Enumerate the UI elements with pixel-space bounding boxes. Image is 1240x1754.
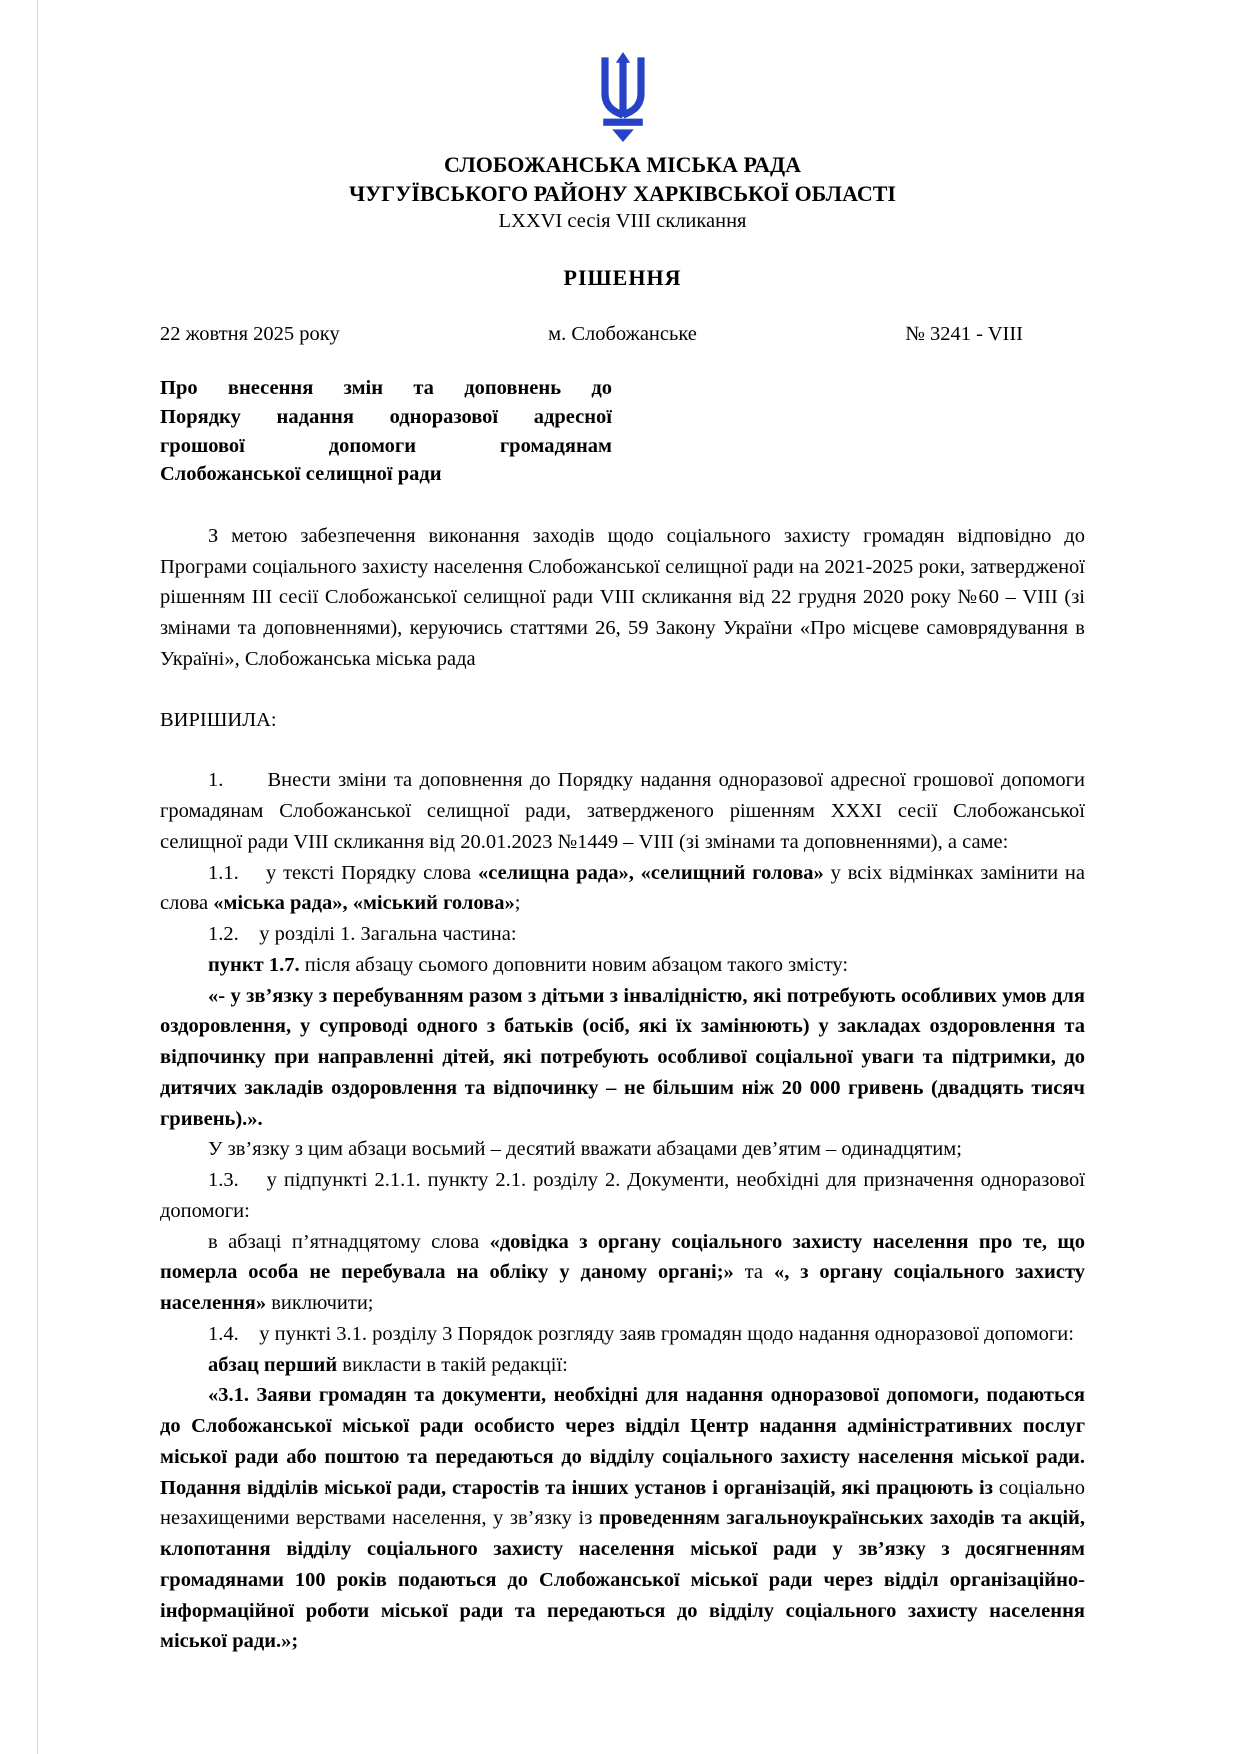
meta-row: [160, 323, 1085, 346]
scan-artifact-line: [37, 0, 38, 1754]
text-run: 1.4. у пункті 3.1. розділу 3 Порядок розгляду заяв громадян щодо надання одноразової допомоги:: [208, 1322, 1074, 1345]
subject-line: Порядку надання одноразової адресної: [160, 405, 612, 428]
org-name: СЛОБОЖАНСЬКА МІСЬКА РАДА: [444, 152, 801, 177]
text-run: «міська рада», «міський голова»: [213, 892, 515, 915]
text-run: ;: [514, 892, 521, 915]
text-run: в абзаці п’ятнадцятому слова: [208, 1230, 490, 1253]
org-region: ЧУГУЇВСЬКОГО РАЙОНУ ХАРКІВСЬКОЇ ОБЛАСТІ: [348, 180, 896, 206]
text-run: ВИРІШИЛА:: [160, 708, 277, 731]
item-1: [160, 765, 1085, 857]
item-1-4-edit: [160, 1350, 1085, 1381]
item-1-3: [160, 1165, 1085, 1227]
document-body: [160, 521, 1085, 1657]
text-run: 1.1. у тексті Порядку слова: [208, 861, 478, 884]
text-run: 1.2. у розділі 1. Загальна частина:: [208, 923, 517, 946]
text-run: виключити;: [266, 1292, 374, 1315]
text-run: 1.3. у підпункті 2.1.1. пункту 2.1. розділу 2. Документи, необхідні для призначення одноразової допомоги:: [160, 1169, 1085, 1222]
text-run: після абзацу сьомого доповнити новим абзацом такого змісту:: [299, 953, 849, 976]
item-1-2: [160, 919, 1085, 950]
resolved-word: [160, 705, 1085, 736]
text-run: У зв’язку з цим абзаци восьмий – десятий вважати абзацами дев’ятим – одинадцятим;: [208, 1138, 962, 1161]
item-1-2-point: [160, 950, 1085, 981]
subject-line: грошової допомоги громадянам: [160, 434, 612, 457]
item-1-2-new-paragraph: [160, 981, 1085, 1135]
ukraine-trident-emblem: [160, 52, 1085, 147]
text-run: викласти в такій редакції:: [337, 1353, 568, 1376]
document-date: 22 жовтня 2025 року: [160, 323, 340, 346]
subject-line: Слобожанської селищної ради: [160, 463, 442, 486]
text-run: у всіх відмінках замінити на слова: [160, 861, 1086, 915]
text-run: «- у зв’язку з перебуванням разом з дітьми з інвалідністю, які потребують особливих умов для оздоровлення, у супроводі одного з батьків (осіб, які їх замінюють) у закладах оздоровлення та відпочинку при направленні дітей, які потребують особливої соціальної уваги та підтримки, до дитячих закладів оздоровлення та відпочинку – не більшим ніж 20 000 гривень (двадцять тисяч гривень).».: [160, 984, 1085, 1130]
session-line: LXXVI сесія VIII скликання: [498, 210, 747, 233]
subject-title: [160, 374, 612, 489]
item-1-3-change: [160, 1227, 1085, 1319]
preamble: [160, 521, 1085, 675]
item-1-4-new-text: [160, 1380, 1085, 1657]
item-1-1: [160, 858, 1085, 920]
text-run: «довідка з органу соціального захисту населення про те, що померла особа не перебувала на обліку у даному органі;»: [160, 1230, 1085, 1284]
document-place: м. Слобожанське: [548, 323, 697, 346]
text-run: «селищна рада», «селищний голова»: [477, 861, 824, 884]
trident-icon: [594, 52, 652, 142]
text-run: 1. Внести зміни та доповнення до Порядку надання одноразової адресної грошової допомоги громадянам Слобожанської селищної ради, затвердженого рішенням XXXI сесії Слобожанської селищної ради VIII скликання від 20.01.2023 №1449 – VIII (зі змінами та доповненнями), а саме:: [160, 769, 1085, 853]
item-1-2-renumber: [160, 1134, 1085, 1165]
text-run: та: [733, 1261, 774, 1284]
text-run: проведенням загальноукраїнських заходів та акцій, клопотання відділу соціального захисту населення міської ради у зв’язку з досягненням громадянами 100 років подаються до Слобожанської міської ради через відділ організаційно-інформаційної роботи міської ради та передаються до відділу соціального захисту населення міської ради.»;: [160, 1507, 1085, 1653]
text-run: пункт 1.7.: [208, 953, 300, 976]
text-run: соціально незахищеними верствами населення, у зв’язку із: [160, 1476, 1085, 1530]
text-run: «, з органу соціального захисту населення»: [160, 1261, 1085, 1315]
document-number: № 3241 - VIII: [905, 323, 1023, 346]
document-type-title: РІШЕННЯ: [563, 265, 682, 291]
item-1-4: [160, 1319, 1085, 1350]
text-run: абзац перший: [208, 1353, 338, 1376]
text-run: З метою забезпечення виконання заходів щодо соціального захисту громадян відповідно до Програми соціального захисту населення Слобожанської селищної ради на 2021-2025 роки, затвердженої рішенням III сесії Слобожанської селищної ради VIII скликання від 22 грудня 2020 року №60 – VIII (зі змінами та доповненнями), керуючись статтями 26, 59 Закону України «Про місцеве самоврядування в Україні», Слобожанська міська рада: [160, 524, 1085, 670]
text-run: «3.1. Заяви громадян та документи, необхідні для надання одноразової допомоги, подаються до Слобожанської міської ради особисто через відділ Центр надання адміністративних послуг міської ради або поштою та передаються до відділу соціального захисту населення міської ради. Подання відділів міської ради, старостів та інших установ і організацій, які працюють із: [160, 1384, 1085, 1499]
subject-line: Про внесення змін та доповнень до: [160, 377, 612, 400]
